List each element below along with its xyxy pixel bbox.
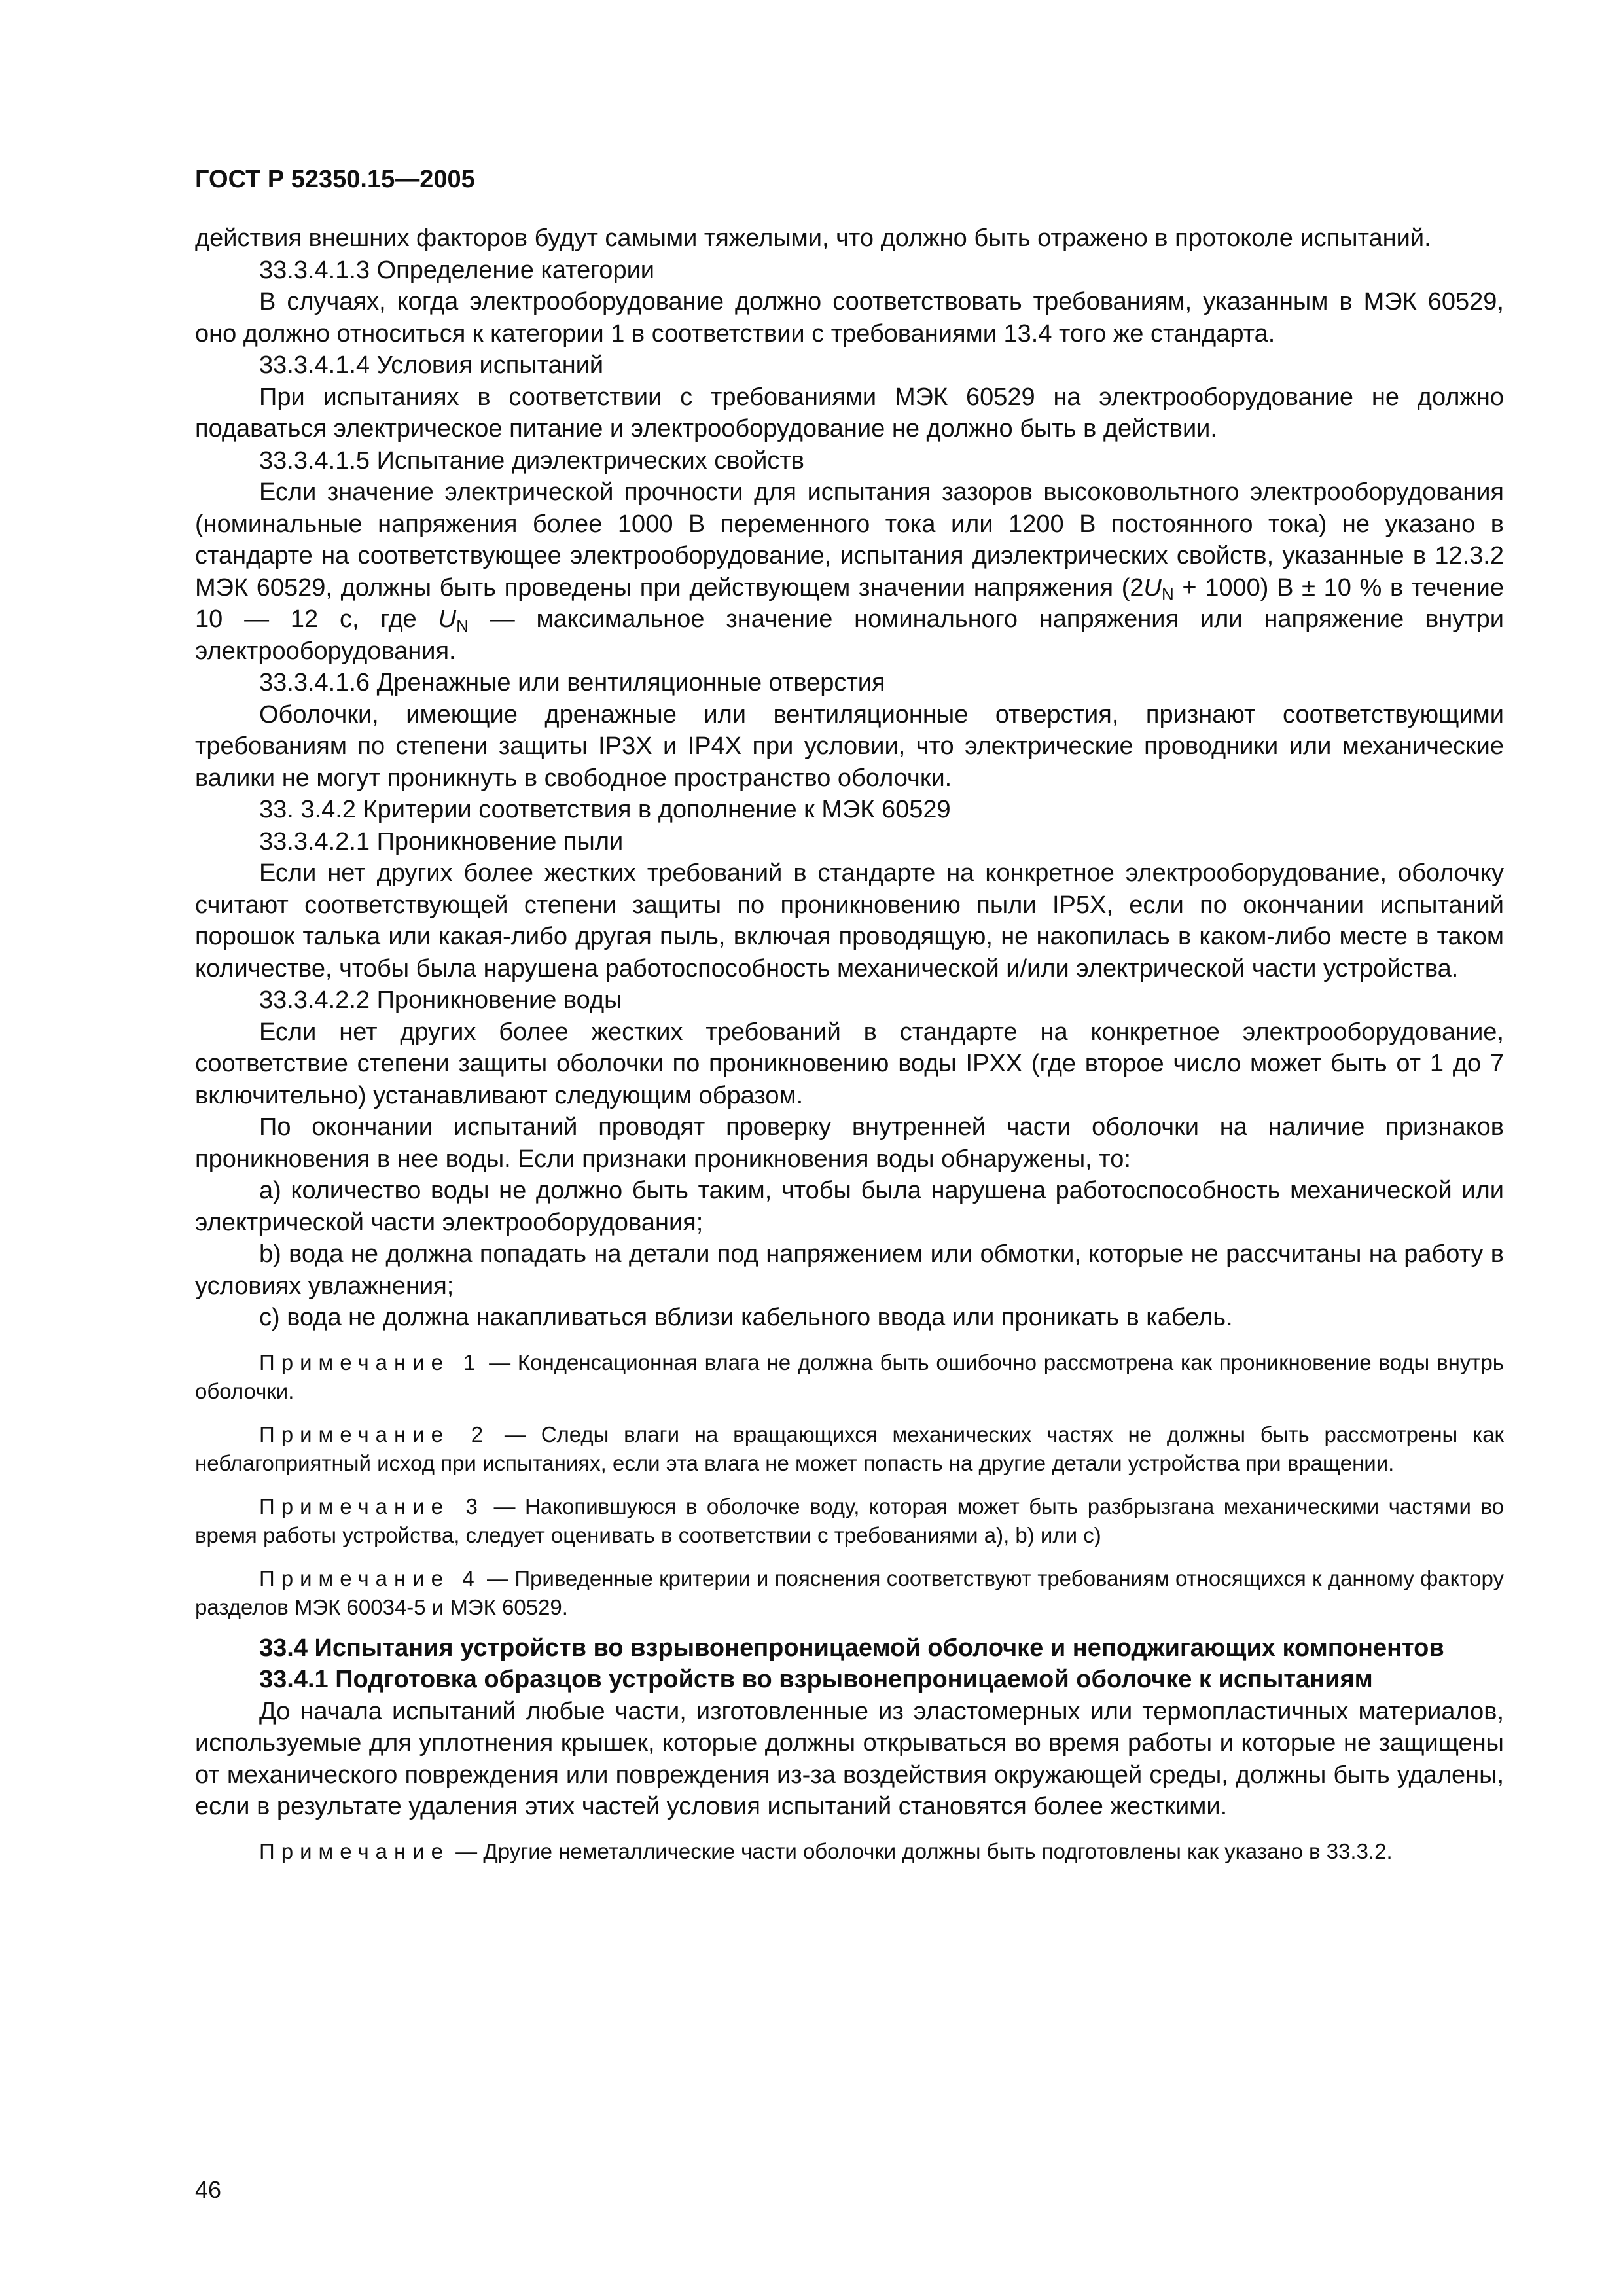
paragraph: До начала испытаний любые части, изготовленные из эластомерных или термопластичных материалов, используемые для уплотнения крышек, которые должны открываться во время работы и которые не защищены от механического повреждения или повреждения из-за воздействия окружающей среды, должны быть удалены, если в результате удаления этих частей условия испытаний становятся более жесткими. [195,1697,1504,1820]
list-item-a: а) количество воды не должно быть таким, чтобы была нарушена работоспособность механической или электрической части электрооборудования; [195,1177,1504,1236]
note-2: Примечание 2 — Следы влаги на вращающихся механических частях не должны быть рассмотрены как неблагоприятный исход при испытаниях, если эта влага не может попасть на другие детали устройства при вращении. [195,1422,1504,1475]
list-item-c: с) вода не должна накапливаться вблизи кабельного ввода или проникать в кабель. [259,1304,1233,1331]
spacer [195,1622,1504,1632]
section-heading-33-3-4-2-2: 33.3.4.2.2 Проникновение воды [259,986,622,1014]
note-5: Примечание — Другие неметаллические части оболочки должны быть подготовлены как указано в 33.3.2. [259,1839,1393,1863]
section-heading-33-3-4-2-1: 33.3.4.2.1 Проникновение пыли [259,827,624,855]
document-header: ГОСТ Р 52350.15—2005 [195,166,475,193]
paragraph-dielectric: Если значение электрической прочности для испытания зазоров высоковольтного электрооборудования (номинальные напряжения более 1000 В переменного тока или 1200 В постоянного тока) не указано в стандарте на соответствующее электрооборудование, испытания диэлектрических свойств, указанные в 12.3.2 МЭК 60529, должны быть проведены при действующем значении напряжения $(2U_N + 1000) В \pm 10$ % в течение 10 — 12 с, где $U_N$ — максимальное значение номинального напряжения или напряжение внутри электрооборудования. [195,478,1505,665]
paragraph: При испытаниях в соответствии с требованиями МЭК 60529 на электрооборудование не должно подаваться электрическое питание и электрооборудование не должно быть в действии. [195,383,1504,442]
section-heading-33-3-4-2: 33. 3.4.2 Критерии соответствия в дополнение к МЭК 60529 [259,796,951,823]
paragraph: Оболочки, имеющие дренажные или вентиляционные отверстия, признают соответствующими требованиям по степени защиты IP3X и IP4X при условии, что электрические проводники или механические валики не могут проникнуть в свободное пространство оболочки. [195,700,1504,792]
note-1: Примечание 1 — Конденсационная влага не должна быть ошибочно рассмотрена как проникновение воды внутрь оболочки. [195,1350,1505,1403]
paragraph: действия внешних факторов будут самыми тяжелыми, что должно быть отражено в протоколе испытаний. [195,224,1431,252]
section-heading-33-4-1: 33.4.1 Подготовка образцов устройств во взрывонепроницаемой оболочке к испытаниям [259,1666,1373,1693]
list-item-b: b) вода не должна попадать на детали под напряжением или обмотки, которые не рассчитаны на работу в условиях увлажнения; [195,1240,1504,1300]
section-heading-33-3-4-1-6: 33.3.4.1.6 Дренажные или вентиляционные отверстия [259,669,885,696]
note-4: Примечание 4 — Приведенные критерии и пояснения соответствуют требованиям относящихся к данному фактору разделов МЭК 60034-5 и МЭК 60529. [195,1566,1504,1619]
paragraph: Если нет других более жестких требований в стандарте на конкретное электрооборудование, оболочку считают соответствующей степени защиты по проникновению пыли IP5X, если по окончании испытаний порошок талька или какая-либо другая пыль, включая проводящую, не накопилась в каком-либо месте в таком количестве, чтобы была нарушена работоспособность механической и/или электрической части устройства. [195,859,1504,982]
section-heading-33-3-4-1-4: 33.3.4.1.4 Условия испытаний [259,351,604,379]
paragraph: В случаях, когда электрооборудование должно соответствовать требованиям, указанным в МЭК 60529, оно должно относиться к категории 1 в соответствии с требованиями 13.4 того же стандарта. [195,288,1504,348]
paragraph: Если нет других более жестких требований в стандарте на конкретное электрооборудование, соответствие степени защиты оболочки по проникновению воды IPXX (где второе число может быть от 1 до 7 включительно) устанавливают следующим образом. [195,1018,1504,1109]
note-3: Примечание 3 — Накопившуюся в оболочке воду, которая может быть разбрызгана механическими частями во время работы устройства, следует оценивать в соответствии с требованиями а), b) или с) [195,1494,1504,1547]
document-page [195,164,1504,1866]
section-heading-33-3-4-1-3: 33.3.4.1.3 Определение категории [259,256,655,284]
page-number: 46 [195,2176,222,2203]
section-heading-33-3-4-1-5: 33.3.4.1.5 Испытание диэлектрических свойств [259,446,804,475]
paragraph: По окончании испытаний проводят проверку внутренней части оболочки на наличие признаков проникновения в нее воды. Если признаки проникновения воды обнаружены, то: [195,1113,1504,1173]
section-heading-33-4: 33.4 Испытания устройств во взрывонепроницаемой оболочке и неподжигающих компонентов [259,1634,1444,1662]
